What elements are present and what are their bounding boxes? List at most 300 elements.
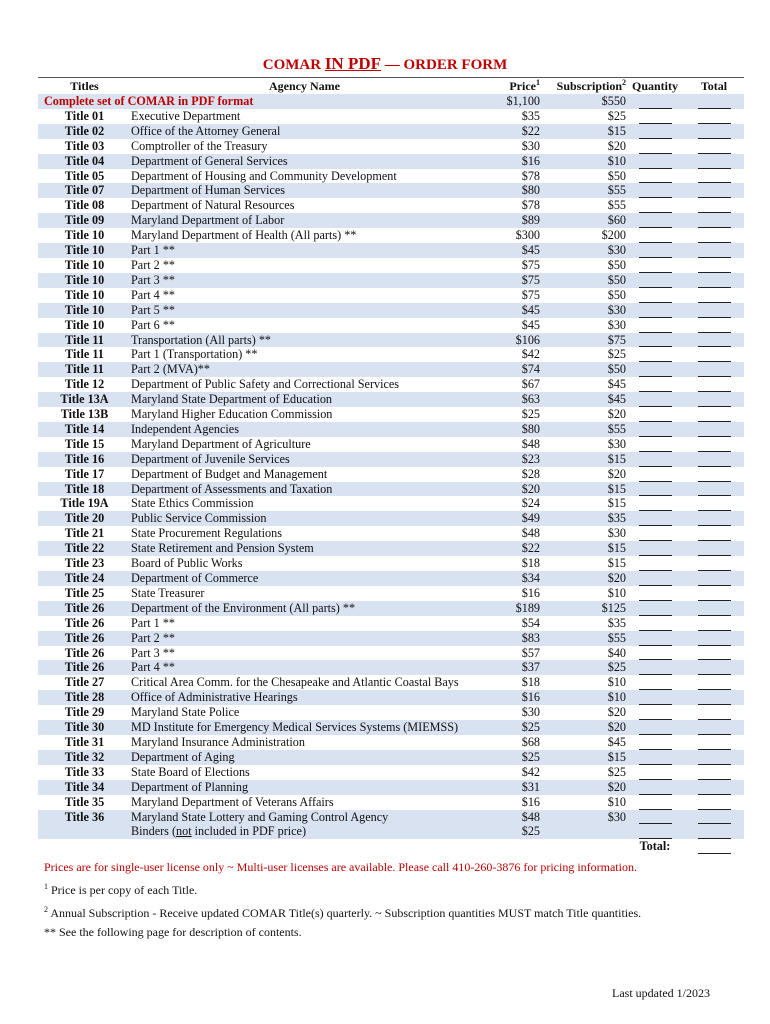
quantity-field[interactable] (626, 213, 684, 228)
title-cell: Title 19A (60, 496, 109, 511)
total-field[interactable] (684, 392, 744, 407)
quantity-field[interactable] (626, 273, 684, 288)
header-agency: Agency Name (269, 78, 340, 93)
quantity-field[interactable] (626, 318, 684, 333)
subscription-cell: $50 (607, 257, 626, 272)
price-cell: $83 (521, 630, 540, 645)
title-cell: Title 36 (64, 809, 105, 824)
quantity-field[interactable] (626, 765, 684, 780)
title-cell: Title 26 (64, 615, 105, 630)
complete-set-row (38, 94, 744, 109)
table-row (38, 675, 744, 690)
subscription-cell: $15 (607, 541, 626, 556)
title-cell: Title 15 (64, 436, 105, 451)
total-field[interactable] (684, 795, 744, 810)
total-field[interactable] (684, 735, 744, 750)
price-cell: $63 (521, 392, 540, 407)
subscription-cell: $55 (607, 198, 626, 213)
table-row (38, 601, 744, 616)
subscription-cell: $20 (607, 571, 626, 585)
title-cell: Title 05 (64, 168, 105, 183)
subscription-cell: $25 (607, 108, 626, 123)
total-field[interactable] (684, 303, 744, 318)
price-cell: $42 (521, 764, 540, 779)
agency-cell: Office of Administrative Hearings (131, 690, 298, 705)
total-field[interactable] (684, 318, 744, 333)
agency-cell: Maryland Department of Labor (131, 213, 285, 228)
total-field[interactable] (684, 139, 744, 154)
price-cell: $30 (521, 138, 540, 153)
subscription-cell: $30 (607, 317, 626, 332)
quantity-field[interactable] (626, 139, 684, 154)
title-cell: Title 02 (64, 123, 105, 138)
total-field[interactable] (684, 511, 744, 526)
title-cell: Title 26 (64, 660, 105, 675)
price-cell: $75 (521, 287, 540, 302)
table-row (38, 109, 744, 124)
title-cell: Title 30 (64, 720, 105, 735)
quantity-field[interactable] (626, 154, 684, 169)
price-cell: $22 (521, 123, 540, 138)
quantity-field[interactable] (626, 392, 684, 407)
total-field[interactable] (684, 288, 744, 303)
quantity-field[interactable] (626, 586, 684, 601)
form-title: COMAR IN PDF — ORDER FORM (262, 54, 508, 73)
price-cell: $25 (521, 720, 540, 735)
quantity-field[interactable] (626, 109, 684, 124)
total-field[interactable] (684, 556, 744, 571)
header-titles: Titles (70, 78, 99, 93)
table-row (38, 660, 744, 675)
subscription-cell: $50 (607, 362, 626, 377)
price-cell: $57 (521, 645, 540, 660)
quantity-field[interactable] (626, 243, 684, 258)
table-row (38, 810, 744, 825)
quantity-field[interactable] (626, 556, 684, 571)
agency-cell: Department of Assessments and Taxation (131, 481, 333, 496)
subscription-cell: $30 (607, 809, 626, 824)
total-field[interactable] (684, 362, 744, 377)
title-cell: Title 35 (64, 794, 105, 809)
title-cell: Title 27 (64, 675, 105, 690)
agency-cell: Maryland State Lottery and Gaming Control Agency (131, 809, 389, 824)
subscription-cell: $30 (607, 302, 626, 317)
quantity-field[interactable] (626, 437, 684, 452)
table-row (38, 377, 744, 392)
quantity-field[interactable] (626, 735, 684, 750)
total-field[interactable] (684, 109, 744, 124)
price-cell: $25 (521, 749, 540, 764)
subscription-cell: $20 (607, 466, 626, 481)
title-cell: Title 08 (64, 198, 105, 213)
title-cell: Title 25 (64, 585, 105, 600)
title-cell: Title 04 (64, 153, 105, 168)
title-cell: Title 23 (64, 556, 105, 571)
subscription-cell: $55 (607, 421, 626, 436)
quantity-field[interactable] (626, 511, 684, 526)
agency-cell: Department of Juvenile Services (131, 451, 290, 466)
total-field[interactable] (684, 377, 744, 392)
quantity-field[interactable] (626, 407, 684, 422)
table-row (38, 139, 744, 154)
price-cell: $16 (521, 690, 540, 705)
table-row (38, 154, 744, 169)
quantity-field[interactable] (626, 422, 684, 437)
total-field[interactable] (684, 467, 744, 482)
table-row (38, 467, 744, 482)
table-row (38, 526, 744, 541)
title-cell: Title 32 (64, 749, 105, 764)
quantity-field[interactable] (626, 169, 684, 184)
subscription-cell: $125 (601, 600, 626, 615)
quantity-field[interactable] (626, 303, 684, 318)
subscription-cell: $10 (607, 794, 626, 809)
price-cell: $18 (521, 556, 540, 571)
total-field[interactable] (684, 437, 744, 452)
total-field[interactable] (684, 541, 744, 556)
title-cell: Title 03 (64, 138, 105, 153)
total-field[interactable] (684, 452, 744, 467)
agency-cell: Department of Commerce (131, 571, 259, 585)
quantity-field[interactable] (626, 288, 684, 303)
total-field[interactable] (684, 810, 744, 825)
table-row (38, 407, 744, 422)
title-cell: Title 17 (64, 466, 105, 481)
agency-cell: Department of Planning (131, 779, 249, 794)
subscription-cell: $35 (607, 511, 626, 526)
total-field[interactable] (684, 198, 744, 213)
price-cell: $67 (521, 377, 540, 392)
title-cell: Title 01 (64, 108, 105, 123)
header-subscription: Subscription$^2$ (556, 78, 626, 93)
agency-cell: State Retirement and Pension System (131, 541, 314, 556)
table-row (38, 124, 744, 139)
total-field[interactable] (684, 646, 744, 661)
total-field[interactable] (684, 660, 744, 675)
agency-cell: Department of Human Services (131, 183, 285, 198)
price-cell: $45 (521, 302, 540, 317)
price-cell: $45 (521, 243, 540, 258)
quantity-field[interactable] (626, 571, 684, 586)
subscription-cell: $20 (607, 705, 626, 720)
agency-cell: Department of Public Safety and Correctional Services (131, 377, 400, 392)
quantity-field[interactable] (626, 690, 684, 705)
price-cell: $106 (515, 332, 540, 347)
agency-cell: State Board of Elections (131, 764, 250, 779)
title-cell: Title 20 (64, 511, 105, 526)
agency-cell: Maryland State Police (131, 705, 240, 720)
subscription-cell: $50 (607, 168, 626, 183)
quantity-field[interactable] (626, 258, 684, 273)
title-cell: Title 33 (64, 764, 105, 779)
title-cell: Title 07 (64, 183, 105, 198)
title-cell: Title 12 (64, 377, 105, 392)
total-field[interactable] (684, 720, 744, 735)
binders-label: Binders (not included in PDF price) (131, 824, 307, 839)
agency-cell: Part 4 ** (131, 287, 176, 302)
price-cell: $48 (521, 436, 540, 451)
table-row (38, 705, 744, 720)
table-row (38, 482, 744, 497)
total-field[interactable] (684, 601, 744, 616)
agency-cell: Part 1 ** (131, 243, 176, 258)
total-field[interactable] (684, 333, 744, 348)
agency-cell: Part 1 (Transportation) ** (131, 347, 258, 362)
title-cell: Title 21 (64, 526, 105, 541)
title-cell: Title 10 (64, 302, 105, 317)
agency-cell: Part 6 ** (131, 317, 176, 332)
total-field[interactable] (684, 705, 744, 720)
price-cell: $31 (521, 779, 540, 794)
total-field[interactable] (684, 526, 744, 541)
title-cell: Title 28 (64, 690, 105, 705)
table-row (38, 795, 744, 810)
quantity-field[interactable] (626, 333, 684, 348)
subscription-cell: $15 (607, 481, 626, 496)
table-row (38, 765, 744, 780)
price-cell: $48 (521, 809, 540, 824)
price-cell: $75 (521, 257, 540, 272)
quantity-field[interactable] (626, 780, 684, 795)
total-field[interactable] (684, 496, 744, 511)
total-field[interactable] (684, 258, 744, 273)
total-field[interactable] (684, 586, 744, 601)
price-cell: $49 (521, 511, 540, 526)
quantity-field[interactable] (626, 228, 684, 243)
price-cell: $20 (521, 481, 540, 496)
title-cell: Title 09 (64, 213, 105, 228)
subscription-cell: $60 (607, 213, 626, 228)
header-total: Total (700, 78, 728, 93)
quantity-field[interactable] (626, 601, 684, 616)
table-row (38, 303, 744, 318)
total-field[interactable] (684, 765, 744, 780)
price-cell: $54 (521, 615, 540, 630)
agency-cell: Part 3 ** (131, 645, 176, 660)
table-row (38, 556, 744, 571)
price-cell: $37 (521, 660, 540, 675)
price-cell: $35 (521, 108, 540, 123)
quantity-field[interactable] (626, 541, 684, 556)
quantity-field[interactable] (626, 660, 684, 675)
table-row (38, 347, 744, 362)
title-cell: Title 10 (64, 243, 105, 258)
total-field[interactable] (684, 154, 744, 169)
subscription-cell: $45 (607, 377, 626, 392)
subscription-cell: $200 (601, 228, 626, 243)
table-row (38, 646, 744, 661)
agency-cell: Department of Aging (131, 749, 235, 764)
total-field[interactable] (684, 571, 744, 586)
total-field[interactable] (684, 273, 744, 288)
grand-total-field[interactable] (684, 839, 744, 854)
quantity-field[interactable] (626, 347, 684, 362)
agency-cell: Department of Budget and Management (131, 466, 328, 481)
total-label: Total: (639, 839, 671, 854)
total-field[interactable] (684, 482, 744, 497)
table-row (38, 511, 744, 526)
agency-cell: Board of Public Works (131, 556, 243, 571)
table-row (38, 273, 744, 288)
price-cell: $16 (521, 794, 540, 809)
agency-cell: Part 4 ** (131, 660, 176, 675)
table-row (38, 183, 744, 198)
quantity-field[interactable] (626, 616, 684, 631)
table-row (38, 616, 744, 631)
total-field[interactable] (684, 675, 744, 690)
price-cell: $300 (515, 228, 540, 243)
subscription-cell: $45 (607, 734, 626, 749)
total-field[interactable] (684, 690, 744, 705)
title-cell: Title 26 (64, 630, 105, 645)
table-row (38, 720, 744, 735)
price-cell: $75 (521, 272, 540, 287)
quantity-field[interactable] (626, 646, 684, 661)
table-row (38, 631, 744, 646)
title-cell: Title 10 (64, 257, 105, 272)
agency-cell: Department of Natural Resources (131, 198, 295, 213)
price-cell: $22 (521, 541, 540, 556)
quantity-field[interactable] (626, 482, 684, 497)
agency-cell: State Procurement Regulations (131, 526, 282, 541)
table-row (38, 318, 744, 333)
quantity-field[interactable] (626, 720, 684, 735)
quantity-field[interactable] (626, 750, 684, 765)
subscription-cell: $20 (607, 138, 626, 153)
quantity-field[interactable] (626, 94, 684, 109)
quantity-field[interactable] (626, 183, 684, 198)
complete-set-label: Complete set of COMAR in PDF format (44, 94, 254, 108)
total-field[interactable] (684, 347, 744, 362)
quantity-field[interactable] (626, 675, 684, 690)
title-cell: Title 22 (64, 541, 105, 556)
total-field[interactable] (684, 124, 744, 139)
price-cell: $24 (521, 496, 540, 511)
total-field[interactable] (684, 94, 744, 109)
total-field[interactable] (684, 750, 744, 765)
quantity-field[interactable] (626, 198, 684, 213)
quantity-field[interactable] (626, 705, 684, 720)
subscription-cell: $55 (607, 183, 626, 198)
total-field[interactable] (684, 213, 744, 228)
agency-cell: State Treasurer (131, 585, 205, 600)
total-field[interactable] (684, 228, 744, 243)
pricing-note: Prices are for single-user license only ~ Multi-user licenses are available. Please call 410-260-3876 for pricing information. (44, 860, 637, 874)
price-cell: $16 (521, 153, 540, 168)
total-field[interactable] (684, 407, 744, 422)
price-cell: $80 (521, 183, 540, 198)
price-cell: $28 (521, 466, 540, 481)
price-cell: $48 (521, 526, 540, 541)
total-field[interactable] (684, 422, 744, 437)
order-table (38, 77, 744, 854)
quantity-field[interactable] (626, 377, 684, 392)
price-cell: $34 (521, 571, 540, 585)
total-field[interactable] (684, 243, 744, 258)
agency-cell: MD Institute for Emergency Medical Services Systems (MIEMSS) (131, 720, 459, 735)
subscription-cell: $75 (607, 332, 626, 347)
title-cell: Title 11 (65, 362, 104, 377)
title-cell: Title 10 (64, 228, 105, 243)
table-row (38, 750, 744, 765)
title-cell: Title 11 (65, 332, 104, 347)
quantity-field[interactable] (626, 631, 684, 646)
title-cell: Title 29 (64, 705, 105, 720)
quantity-field[interactable] (626, 496, 684, 511)
title-cell: Title 10 (64, 287, 105, 302)
table-row (38, 213, 744, 228)
quantity-field[interactable] (626, 124, 684, 139)
binders-price: $25 (521, 824, 540, 839)
price-cell: $68 (521, 734, 540, 749)
header-price: Price$^1$ (509, 78, 540, 93)
agency-cell: Comptroller of the Treasury (131, 138, 268, 153)
title-cell: Title 26 (64, 600, 105, 615)
total-field[interactable] (684, 616, 744, 631)
subscription-cell: $45 (607, 392, 626, 407)
title-cell: Title 13A (60, 392, 109, 407)
table-row (38, 496, 744, 511)
subscription-cell: $15 (607, 123, 626, 138)
agency-cell: Maryland State Department of Education (131, 392, 333, 407)
table-row (38, 362, 744, 377)
agency-cell: State Ethics Commission (131, 496, 254, 511)
binders-quantity-field[interactable] (626, 824, 684, 839)
title-cell: Title 11 (65, 347, 104, 362)
agency-cell: Maryland Insurance Administration (131, 734, 305, 749)
quantity-field[interactable] (626, 467, 684, 482)
subscription-cell: $30 (607, 526, 626, 541)
title-cell: Title 10 (64, 317, 105, 332)
price-cell: $78 (521, 198, 540, 213)
quantity-field[interactable] (626, 795, 684, 810)
table-row (38, 735, 744, 750)
binders-total-field[interactable] (684, 824, 744, 839)
last-updated: Last updated 1/2023 (612, 986, 710, 1000)
table-row (38, 258, 744, 273)
quantity-field[interactable] (626, 362, 684, 377)
total-field[interactable] (684, 169, 744, 184)
footnote-2: $^2$ Annual Subscription - Receive updated COMAR Title(s) quarterly. ~ Subscription quantities MUST match Title quantities. (44, 905, 642, 920)
total-field[interactable] (684, 183, 744, 198)
subscription-cell: $15 (607, 451, 626, 466)
table-row (38, 169, 744, 184)
subscription-cell: $50 (607, 287, 626, 302)
subscription-cell: $15 (607, 496, 626, 511)
subscription-cell: $10 (607, 585, 626, 600)
header-quantity: Quantity (631, 78, 678, 93)
subscription-cell: $35 (607, 615, 626, 630)
price-cell: $16 (521, 585, 540, 600)
agency-cell: Part 2 (MVA)** (131, 362, 210, 377)
table-row (38, 541, 744, 556)
price-cell: $78 (521, 168, 540, 183)
price-cell: $74 (521, 362, 540, 377)
table-row (38, 452, 744, 467)
quantity-field[interactable] (626, 810, 684, 825)
header-row (38, 78, 744, 95)
title-cell: Title 13B (60, 407, 109, 422)
quantity-field[interactable] (626, 526, 684, 541)
subscription-cell: $40 (607, 645, 626, 660)
title-cell: Title 31 (64, 734, 105, 749)
agency-cell: Critical Area Comm. for the Chesapeake and Atlantic Coastal Bays (131, 675, 459, 690)
quantity-field[interactable] (626, 452, 684, 467)
agency-cell: Part 2 ** (131, 257, 176, 272)
total-field[interactable] (684, 631, 744, 646)
total-field[interactable] (684, 780, 744, 795)
title-cell: Title 16 (64, 451, 105, 466)
